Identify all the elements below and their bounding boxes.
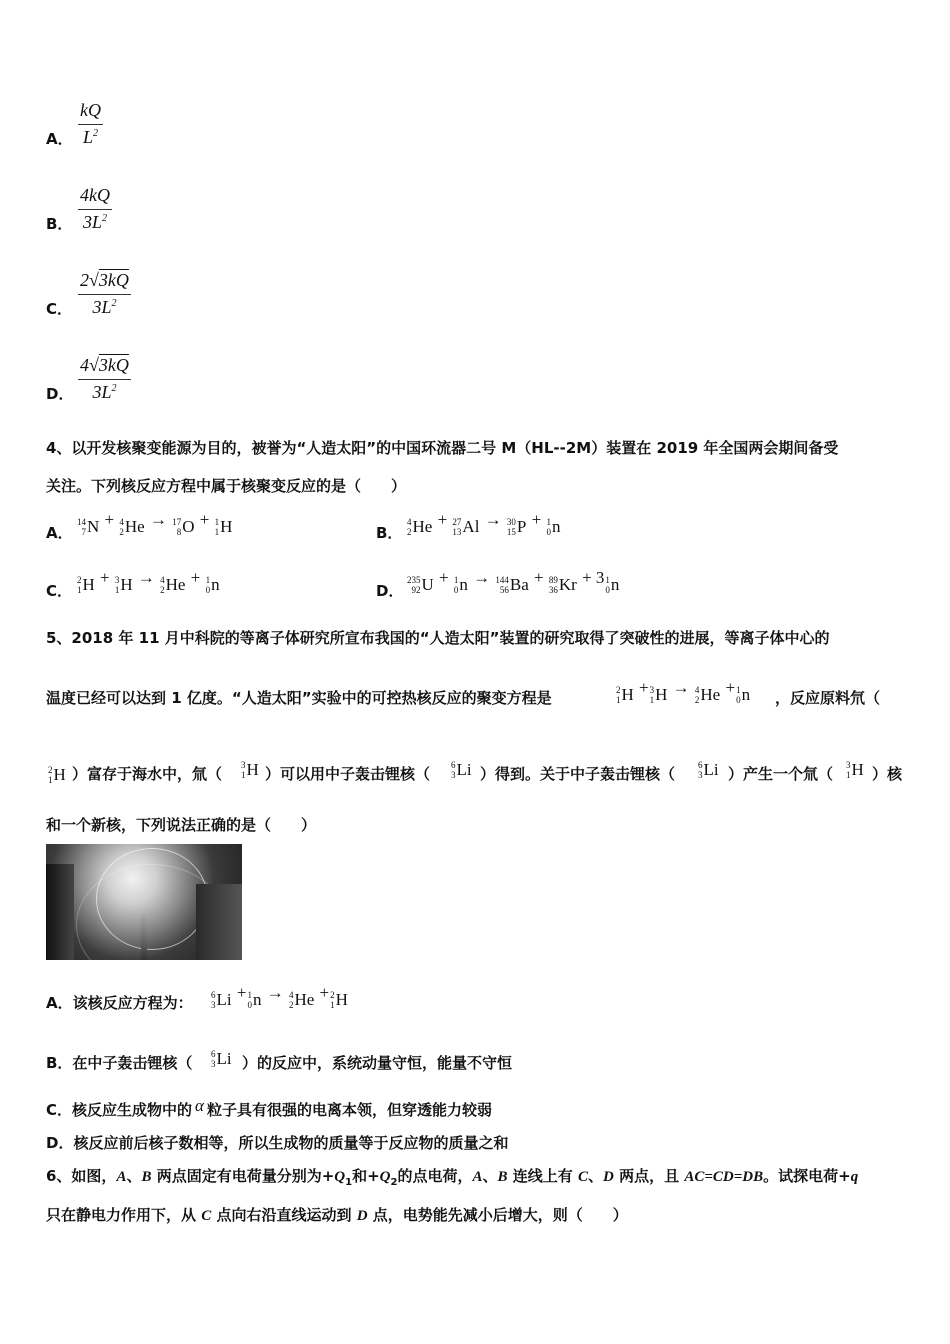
option-label: A． <box>46 524 73 542</box>
alpha-symbol: α <box>195 1096 204 1115</box>
fraction <box>78 355 131 403</box>
q5-stem-line4: 和一个新核，下列说法正确的是（ ） <box>46 816 317 834</box>
lithium-symbol: 6 3 Li <box>698 760 719 780</box>
sqrt-icon: √ <box>89 355 99 375</box>
option-label: C． <box>46 300 73 318</box>
sqrt-icon: √ <box>89 270 99 290</box>
numerator: 2√3kQ <box>78 270 131 295</box>
q5-stem-line2-tail: ，反应原料氘（ <box>775 689 881 707</box>
numerator: 4kQ <box>78 185 112 210</box>
denominator: $L^2$ <box>82 127 98 147</box>
q5-stem-line3-c: ）得到。关于中子轰击锂核（ <box>480 765 676 783</box>
q5-option-a[interactable] <box>46 993 193 1013</box>
lithium-symbol: 6 3 Li <box>451 760 472 780</box>
fraction <box>78 100 103 148</box>
option-text: A．该核反应方程为： <box>46 994 193 1012</box>
q5-stem-line2: 温度已经可以达到 1 亿度。“人造太阳”实验中的可控热核反应的聚变方程是 <box>46 689 552 707</box>
fraction <box>78 270 131 318</box>
numerator: kQ <box>78 100 103 125</box>
nuclear-equation: 14 7 N + 4 2 He → 17 8 O + 1 1 H <box>77 510 233 537</box>
lithium-reaction-equation: 6 3 Li + 1 0 n → 4 2 He + 2 1 H <box>211 983 348 1010</box>
q5-option-b-tail: ）的反应中，系统动量守恒，能量不守恒 <box>242 1054 513 1072</box>
option-label: D． <box>46 385 74 403</box>
q5-stem-line3-e: ）核 <box>872 765 903 783</box>
q5-stem-line3-d: ）产生一个氚（ <box>728 765 834 783</box>
q5-option-b[interactable]: B．在中子轰击锂核（ <box>46 1054 193 1072</box>
option-label: B． <box>376 524 403 542</box>
plasma-device-photo <box>46 844 242 960</box>
q5-stem-line3-b: ）可以用中子轰击锂核（ <box>265 765 431 783</box>
fraction <box>78 185 112 233</box>
lithium-symbol: 6 3 Li <box>211 1049 232 1069</box>
q5-option-c[interactable]: C．核反应生成物中的 α 粒子具有很强的电离本领，但穿透能力较弱 <box>46 1096 492 1119</box>
option-label: B． <box>46 215 73 233</box>
q5-stem-line3-a: ）富存于海水中，氚（ <box>72 765 223 783</box>
denominator: $3L^2$ <box>92 297 117 317</box>
q4-stem-line1: 4、以开发核聚变能源为目的，被誉为“人造太阳”的中国环流器二号 M（HL--2M）装置在 2019 年全国两会期间备受 <box>46 439 839 457</box>
option-label: A． <box>46 130 73 148</box>
fusion-equation: 2 1 H + 3 1 H → 4 2 He + 1 0 n <box>616 678 751 705</box>
denominator: $3L^2$ <box>82 212 107 232</box>
deuterium-symbol: 2 1 H <box>48 765 66 785</box>
option-label: D． <box>376 582 404 600</box>
q6-stem-line2: 只在静电力作用下，从 C 点向右沿直线运动到 D 点，电势能先减小后增大，则（ ） <box>46 1206 628 1224</box>
numerator: 4√3kQ <box>78 355 131 380</box>
tritium-symbol: 3 1 H <box>846 760 864 780</box>
tritium-symbol: 3 1 H <box>241 760 259 780</box>
nuclear-equation: 2 1 H + 3 1 H → 4 2 He + 1 0 n <box>77 568 220 595</box>
q6-stem-line1: 6、如图，A、B 两点固定有电荷量分别为$+Q_1$和$+Q_2$的点电荷，A、B 连线上有 C、D 两点，且 AC=CD=DB。试探电荷+q <box>46 1167 859 1188</box>
nuclear-equation: 4 2 He + 27 13 Al → 30 15 P + 1 0 n <box>407 510 561 537</box>
option-label: C． <box>46 582 73 600</box>
denominator: $3L^2$ <box>92 382 117 402</box>
q5-stem-line1: 5、2018 年 11 月中科院的等离子体研究所宣布我国的“人造太阳”装置的研究取得了突破性的进展，等离子体中心的 <box>46 629 830 647</box>
nuclear-equation: 235 92 U + 1 0 n → 144 56 Ba + 89 36 Kr + 3 1 0 n <box>407 568 620 595</box>
q4-stem-line2: 关注。下列核反应方程中属于核聚变反应的是（ ） <box>46 477 407 495</box>
q5-option-d[interactable]: D．核反应前后核子数相等，所以生成物的质量等于反应物的质量之和 <box>46 1134 509 1152</box>
